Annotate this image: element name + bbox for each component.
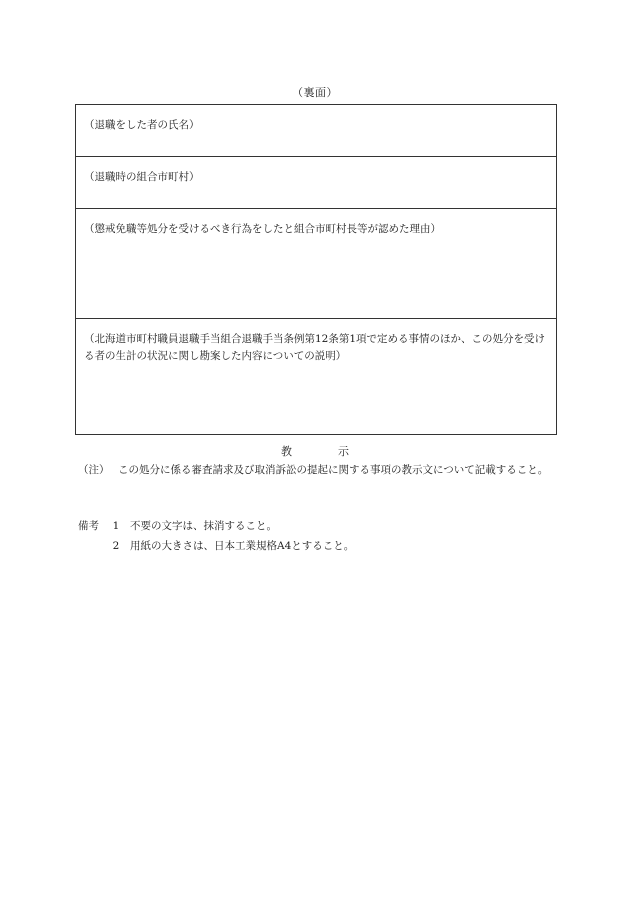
remark-text: 用紙の大きさは、日本工業規格A4とすること。	[130, 540, 355, 552]
form-table	[75, 104, 557, 435]
instruction-heading-right: 示	[338, 445, 349, 458]
remark-item	[78, 516, 560, 536]
remark-text: 不要の文字は、抹消すること。	[130, 520, 277, 532]
remarks-heading: 備考	[78, 520, 99, 532]
field-label-municipality: （退職時の組合市町村）	[84, 171, 200, 183]
form-row-livelihood-explanation	[76, 319, 556, 434]
remarks-section	[78, 516, 560, 556]
instruction-heading	[0, 443, 630, 459]
field-label-disciplinary-reason: （懲戒免職等処分を受けるべき行為をしたと組合市町村長等が認めた理由）	[84, 223, 441, 235]
note-text: この処分に係る審査請求及び取消訴訟の提起に関する事項の教示文について記載すること。	[118, 464, 549, 476]
remark-item	[78, 536, 560, 556]
note-prefix: （注）	[78, 464, 110, 476]
instruction-note	[78, 461, 560, 480]
page-title: （裏面）	[292, 86, 338, 99]
instruction-heading-left: 教	[281, 445, 292, 458]
remark-number: 1	[112, 520, 120, 532]
form-row-disciplinary-reason	[76, 209, 556, 319]
field-label-livelihood-explanation: （北海道市町村職員退職手当組合退職手当条例第12条第1項で定める事情のほか、この処分を受ける者の生計の状況に関し勘案した内容についての説明）	[84, 333, 546, 362]
remark-number: 2	[112, 540, 120, 552]
field-label-retiree-name: （退職をした者の氏名）	[84, 119, 200, 131]
form-row-municipality	[76, 157, 556, 209]
form-row-retiree-name	[76, 105, 556, 157]
